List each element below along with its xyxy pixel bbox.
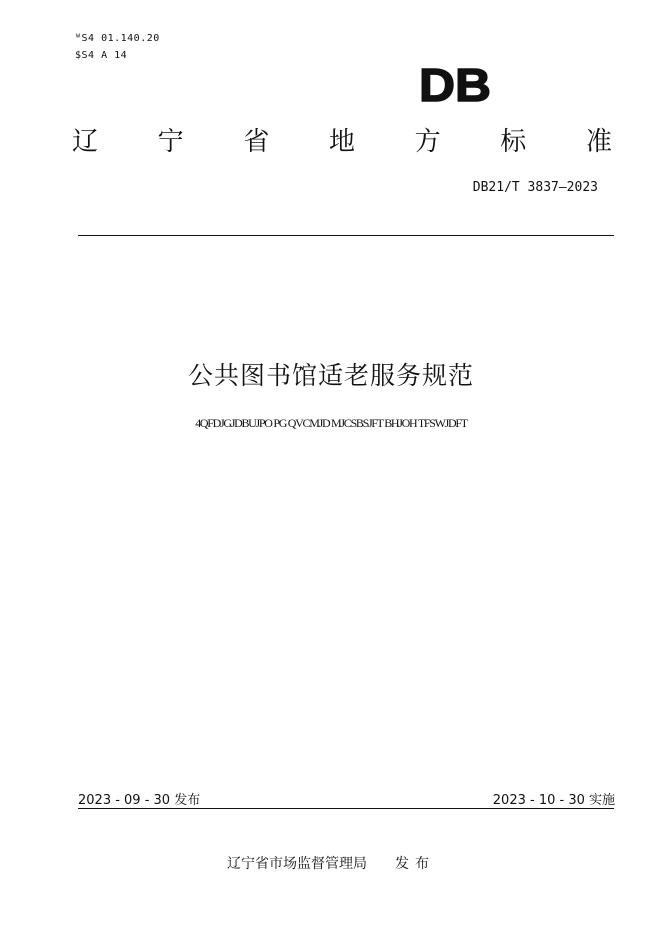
standard-number: DB21/T 3837—2023 bbox=[472, 180, 598, 195]
standard-type-char: 辽 bbox=[72, 127, 99, 157]
standard-type-char: 方 bbox=[414, 127, 441, 157]
issuer-line bbox=[0, 853, 662, 873]
db-logo-text: DB bbox=[419, 64, 491, 104]
release-date: 2023 - 09 - 30 发布 bbox=[78, 793, 201, 808]
document-subtitle: 4QFDJGJDBUJPO PG QVCMJD MJCSBSJFT BHJOH TFSWJDFT bbox=[195, 416, 467, 430]
standard-type-char: 省 bbox=[243, 127, 270, 157]
db-logo bbox=[418, 64, 492, 104]
top-divider bbox=[78, 235, 614, 236]
issuer-action: 发布 bbox=[395, 856, 435, 872]
implementation-date: 2023 - 10 - 30 实施 bbox=[492, 793, 615, 808]
bottom-divider bbox=[78, 808, 614, 809]
issuer-organization: 辽宁省市场监督管理局 bbox=[227, 856, 367, 872]
ics-classification: ᵂS4 01.140.20 bbox=[75, 33, 160, 44]
standard-type-heading bbox=[72, 124, 612, 160]
ccs-classification: $S4 A 14 bbox=[75, 50, 128, 61]
standard-type-char: 标 bbox=[500, 127, 527, 157]
standard-type-char: 准 bbox=[585, 127, 612, 157]
standard-type-char: 地 bbox=[328, 127, 355, 157]
document-title: 公共图书馆适老服务规范 bbox=[187, 361, 474, 390]
standard-type-char: 宁 bbox=[157, 127, 184, 157]
